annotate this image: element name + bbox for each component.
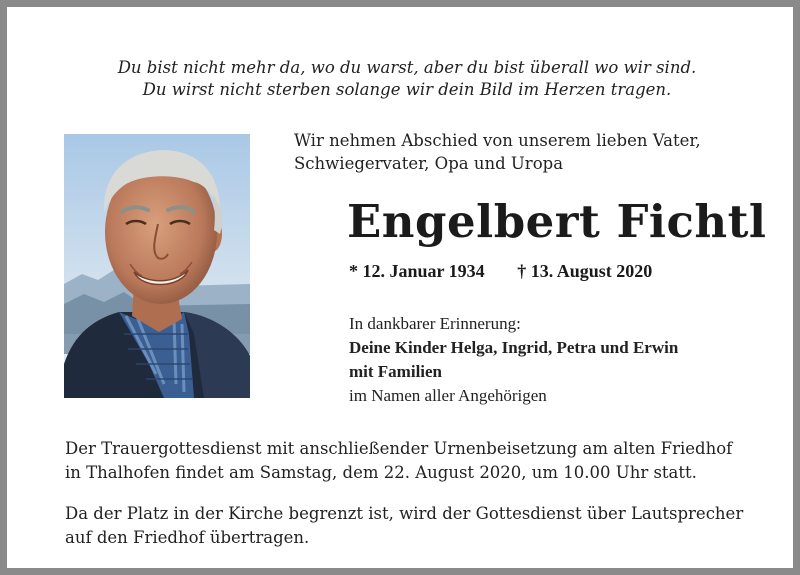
service-line-2: in Thalhofen findet am Samstag, dem 22. August 2020, um 10.00 Uhr statt. (65, 463, 697, 482)
space-limitation-notice (65, 502, 765, 550)
memory-block (349, 312, 678, 408)
intro-line-2: Schwiegervater, Opa und Uropa (294, 154, 564, 173)
relatives-line: im Namen aller Angehörigen (349, 386, 547, 405)
intro-line-1: Wir nehmen Abschied von unserem lieben Vater, (294, 131, 701, 150)
family-line-2: mit Familien (349, 362, 443, 381)
memory-heading: In dankbarer Erinnerung: (349, 314, 521, 333)
portrait-photo (64, 134, 250, 398)
life-dates (349, 261, 652, 282)
family-line-1: Deine Kinder Helga, Ingrid, Petra und Erwin (349, 338, 679, 357)
space-line-2: auf den Friedhof übertragen. (65, 528, 310, 547)
funeral-service-notice (65, 437, 755, 485)
birth-date: * 12. Januar 1934 (349, 261, 485, 281)
space-line-1: Da der Platz in der Kirche begrenzt ist, wird der Gottesdienst über Lautsprecher (65, 504, 744, 523)
memorial-quote (7, 57, 800, 101)
death-date: † 13. August 2020 (517, 261, 653, 281)
deceased-name: Engelbert Fichtl (347, 195, 767, 248)
farewell-intro (294, 129, 701, 175)
quote-line-1: Du bist nicht mehr da, wo du warst, aber du bist überall wo wir sind. (117, 58, 697, 77)
service-line-1: Der Trauergottesdienst mit anschließender Urnenbeisetzung am alten Friedhof (65, 439, 733, 458)
quote-line-2: Du wirst nicht sterben solange wir dein Bild im Herzen tragen. (142, 80, 672, 99)
